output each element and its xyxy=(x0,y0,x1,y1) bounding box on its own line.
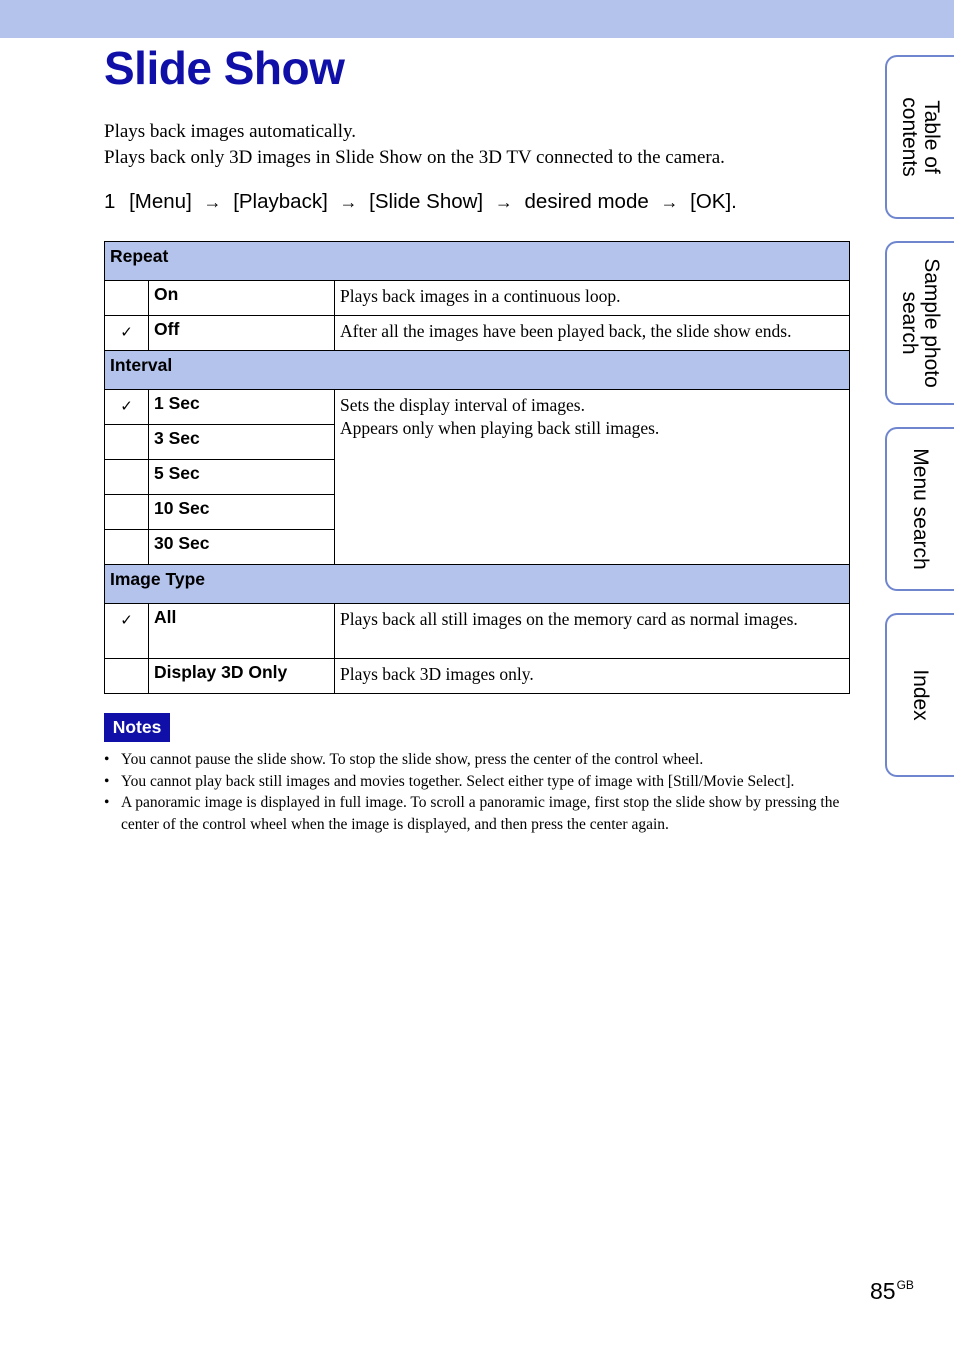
note-text: A panoramic image is displayed in full image. To scroll a panoramic image, first stop the slide show by pressing the center of the control wheel when the image is displayed, and then press the center again. xyxy=(121,794,840,833)
top-color-band xyxy=(0,0,954,38)
tab-label-line-2: contents xyxy=(898,97,921,177)
tab-label xyxy=(909,669,931,720)
check-cell xyxy=(105,316,149,351)
note-text: You cannot play back still images and movies together. Select either type of image with [Still/Movie Select]. xyxy=(121,772,795,790)
table-row xyxy=(105,659,850,694)
note-text: You cannot pause the slide show. To stop the slide show, press the center of the control wheel. xyxy=(121,751,704,768)
list-item xyxy=(104,771,852,793)
arrow-right-icon: → xyxy=(494,192,513,212)
tab-label-line-1: Menu search xyxy=(909,448,932,570)
empty-check-cell xyxy=(105,425,149,460)
step-instruction xyxy=(104,187,737,217)
tab-sample-photo-search[interactable] xyxy=(885,241,954,405)
page-number xyxy=(870,1278,914,1305)
table-row xyxy=(105,281,850,316)
option-name: 1 Sec xyxy=(149,390,335,425)
tab-label-line-1: Table of xyxy=(920,100,943,174)
step-ok: [OK]. xyxy=(690,190,737,213)
list-item xyxy=(104,749,852,771)
tab-label xyxy=(898,97,942,176)
tab-label-line-1: Index xyxy=(909,669,932,721)
section-label-repeat: Repeat xyxy=(105,242,850,281)
empty-check-cell xyxy=(105,460,149,495)
intro-line-1: Plays back images automatically. xyxy=(104,121,357,142)
option-description xyxy=(335,390,850,565)
page-title: Slide Show xyxy=(104,42,345,94)
tab-index[interactable] xyxy=(885,613,954,777)
step-number: 1 xyxy=(104,190,116,213)
bullet: • xyxy=(104,772,110,790)
option-name: All xyxy=(149,604,335,659)
empty-check-cell xyxy=(105,659,149,694)
table-row xyxy=(105,390,850,425)
check-cell xyxy=(105,390,149,425)
bullet: • xyxy=(104,751,110,768)
arrow-right-icon: → xyxy=(203,192,222,212)
empty-check-cell xyxy=(105,495,149,530)
table-row xyxy=(105,316,850,351)
section-header-image-type xyxy=(105,565,850,604)
empty-check-cell xyxy=(105,530,149,565)
page-number-suffix: GB xyxy=(896,1278,914,1292)
notes-badge: Notes xyxy=(104,713,170,742)
settings-table xyxy=(104,241,850,694)
interval-desc-line-1: Sets the display interval of images. xyxy=(340,395,585,415)
table-row xyxy=(105,604,850,659)
option-description: Plays back images in a continuous loop. xyxy=(335,281,850,316)
list-item xyxy=(104,792,852,835)
option-name: 5 Sec xyxy=(149,460,335,495)
option-name: 10 Sec xyxy=(149,495,335,530)
section-label-interval: Interval xyxy=(105,351,850,390)
option-description: Plays back all still images on the memory card as normal images. xyxy=(335,604,850,659)
option-name: 30 Sec xyxy=(149,530,335,565)
checkmark-icon: ✓ xyxy=(120,323,133,341)
tab-label-line-1: Sample photo xyxy=(920,258,943,388)
checkmark-icon: ✓ xyxy=(120,611,133,629)
step-slide-show: [Slide Show] xyxy=(369,190,484,213)
option-name: Off xyxy=(149,316,335,351)
page-number-value: 85 xyxy=(870,1278,896,1304)
interval-desc-line-2: Appears only when playing back still images. xyxy=(340,418,660,438)
option-name: Display 3D Only xyxy=(149,659,335,694)
section-header-interval xyxy=(105,351,850,390)
option-name: On xyxy=(149,281,335,316)
tab-label xyxy=(909,448,931,569)
notes-list xyxy=(104,749,852,835)
tab-label-line-2: search xyxy=(898,291,921,355)
checkmark-icon: ✓ xyxy=(120,397,133,415)
intro-line-2: Plays back only 3D images in Slide Show on the 3D TV connected to the camera. xyxy=(104,147,725,168)
bullet: • xyxy=(104,794,110,811)
check-cell xyxy=(105,604,149,659)
step-menu: [Menu] xyxy=(129,190,192,213)
arrow-right-icon: → xyxy=(660,192,679,212)
option-description: After all the images have been played back, the slide show ends. xyxy=(335,316,850,351)
empty-check-cell xyxy=(105,281,149,316)
option-description: Plays back 3D images only. xyxy=(335,659,850,694)
arrow-right-icon: → xyxy=(339,192,358,212)
tab-menu-search[interactable] xyxy=(885,427,954,591)
tab-label xyxy=(898,258,942,388)
step-desired-mode: desired mode xyxy=(524,190,649,213)
option-name: 3 Sec xyxy=(149,425,335,460)
tab-table-of-contents[interactable] xyxy=(885,55,954,219)
step-playback: [Playback] xyxy=(233,190,328,213)
section-header-repeat xyxy=(105,242,850,281)
intro-text xyxy=(104,119,725,171)
section-label-image-type: Image Type xyxy=(105,565,850,604)
